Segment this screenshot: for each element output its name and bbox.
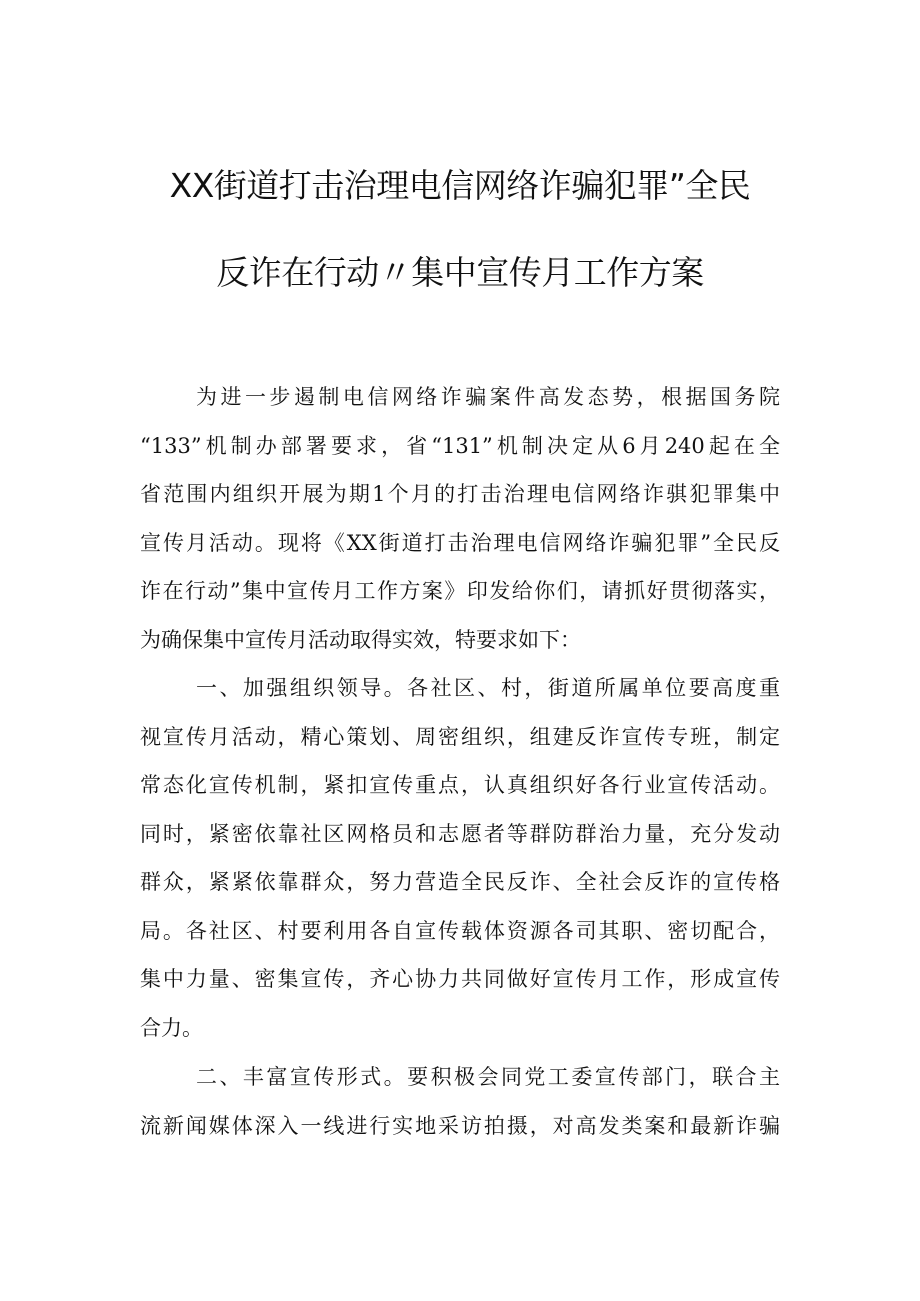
text-line: “133”机制办部署要求，省“131”机制决定从6月240起在全 xyxy=(140,433,780,458)
text-line: 二、丰富宣传形式。要积极会同党工委宣传部门，联合主 xyxy=(196,1065,780,1089)
text-line: 宣传月活动。现将《XX街道打击治理电信网络诈骗犯罪”全民反 xyxy=(140,530,780,555)
text-line: 视宣传月活动，精心策划、周密组织，组建反诈宣传专班，制定 xyxy=(140,724,780,749)
text-line: 一、加强组织领导。各社区、村，街道所属单位要高度重 xyxy=(196,676,780,700)
text-line: 为进一步遏制电信网络诈骗案件高发态势，根据国务院 xyxy=(196,385,780,409)
document-title-line-1: XX街道打击治理电信网络诈骗犯罪”全民 xyxy=(169,166,751,205)
text-line: 流新闻媒体深入一线进行实地采访拍摄，对高发类案和最新诈骗 xyxy=(140,1113,780,1138)
document-title-line-2: 反诈在行动〃集中宣传月工作方案 xyxy=(216,253,704,292)
text-line: 常态化宣传机制，紧扣宣传重点，认真组织好各行业宣传活动。 xyxy=(140,773,780,797)
text-line: 省范围内组织开展为期1个月的打击治理电信网络诈骐犯罪集中 xyxy=(140,482,780,506)
text-line: 为确保集中宣传月活动取得实效，特要求如下： xyxy=(140,627,581,652)
text-line: 集中力量、密集宣传，齐心协力共同做好宣传月工作，形成宣传 xyxy=(140,967,780,991)
paragraph-publicity-forms xyxy=(140,1053,780,1150)
text-line: 诈在行动”集中宣传月工作方案》印发给你们，请抓好贯彻落实， xyxy=(140,579,780,603)
text-line: 局。各社区、村要利用各自宣传载体资源各司其职、密切配合， xyxy=(140,918,780,943)
paragraph-organization xyxy=(140,664,780,1052)
text-line: 同时，紧密依靠社区网格员和志愿者等群防群治力量，充分发动 xyxy=(140,821,780,846)
text-line: 合力。 xyxy=(140,1015,203,1040)
text-line: 群众，紧紧依靠群众，努力营造全民反诈、全社会反诈的宣传格 xyxy=(140,870,780,894)
paragraph-intro xyxy=(140,373,780,664)
